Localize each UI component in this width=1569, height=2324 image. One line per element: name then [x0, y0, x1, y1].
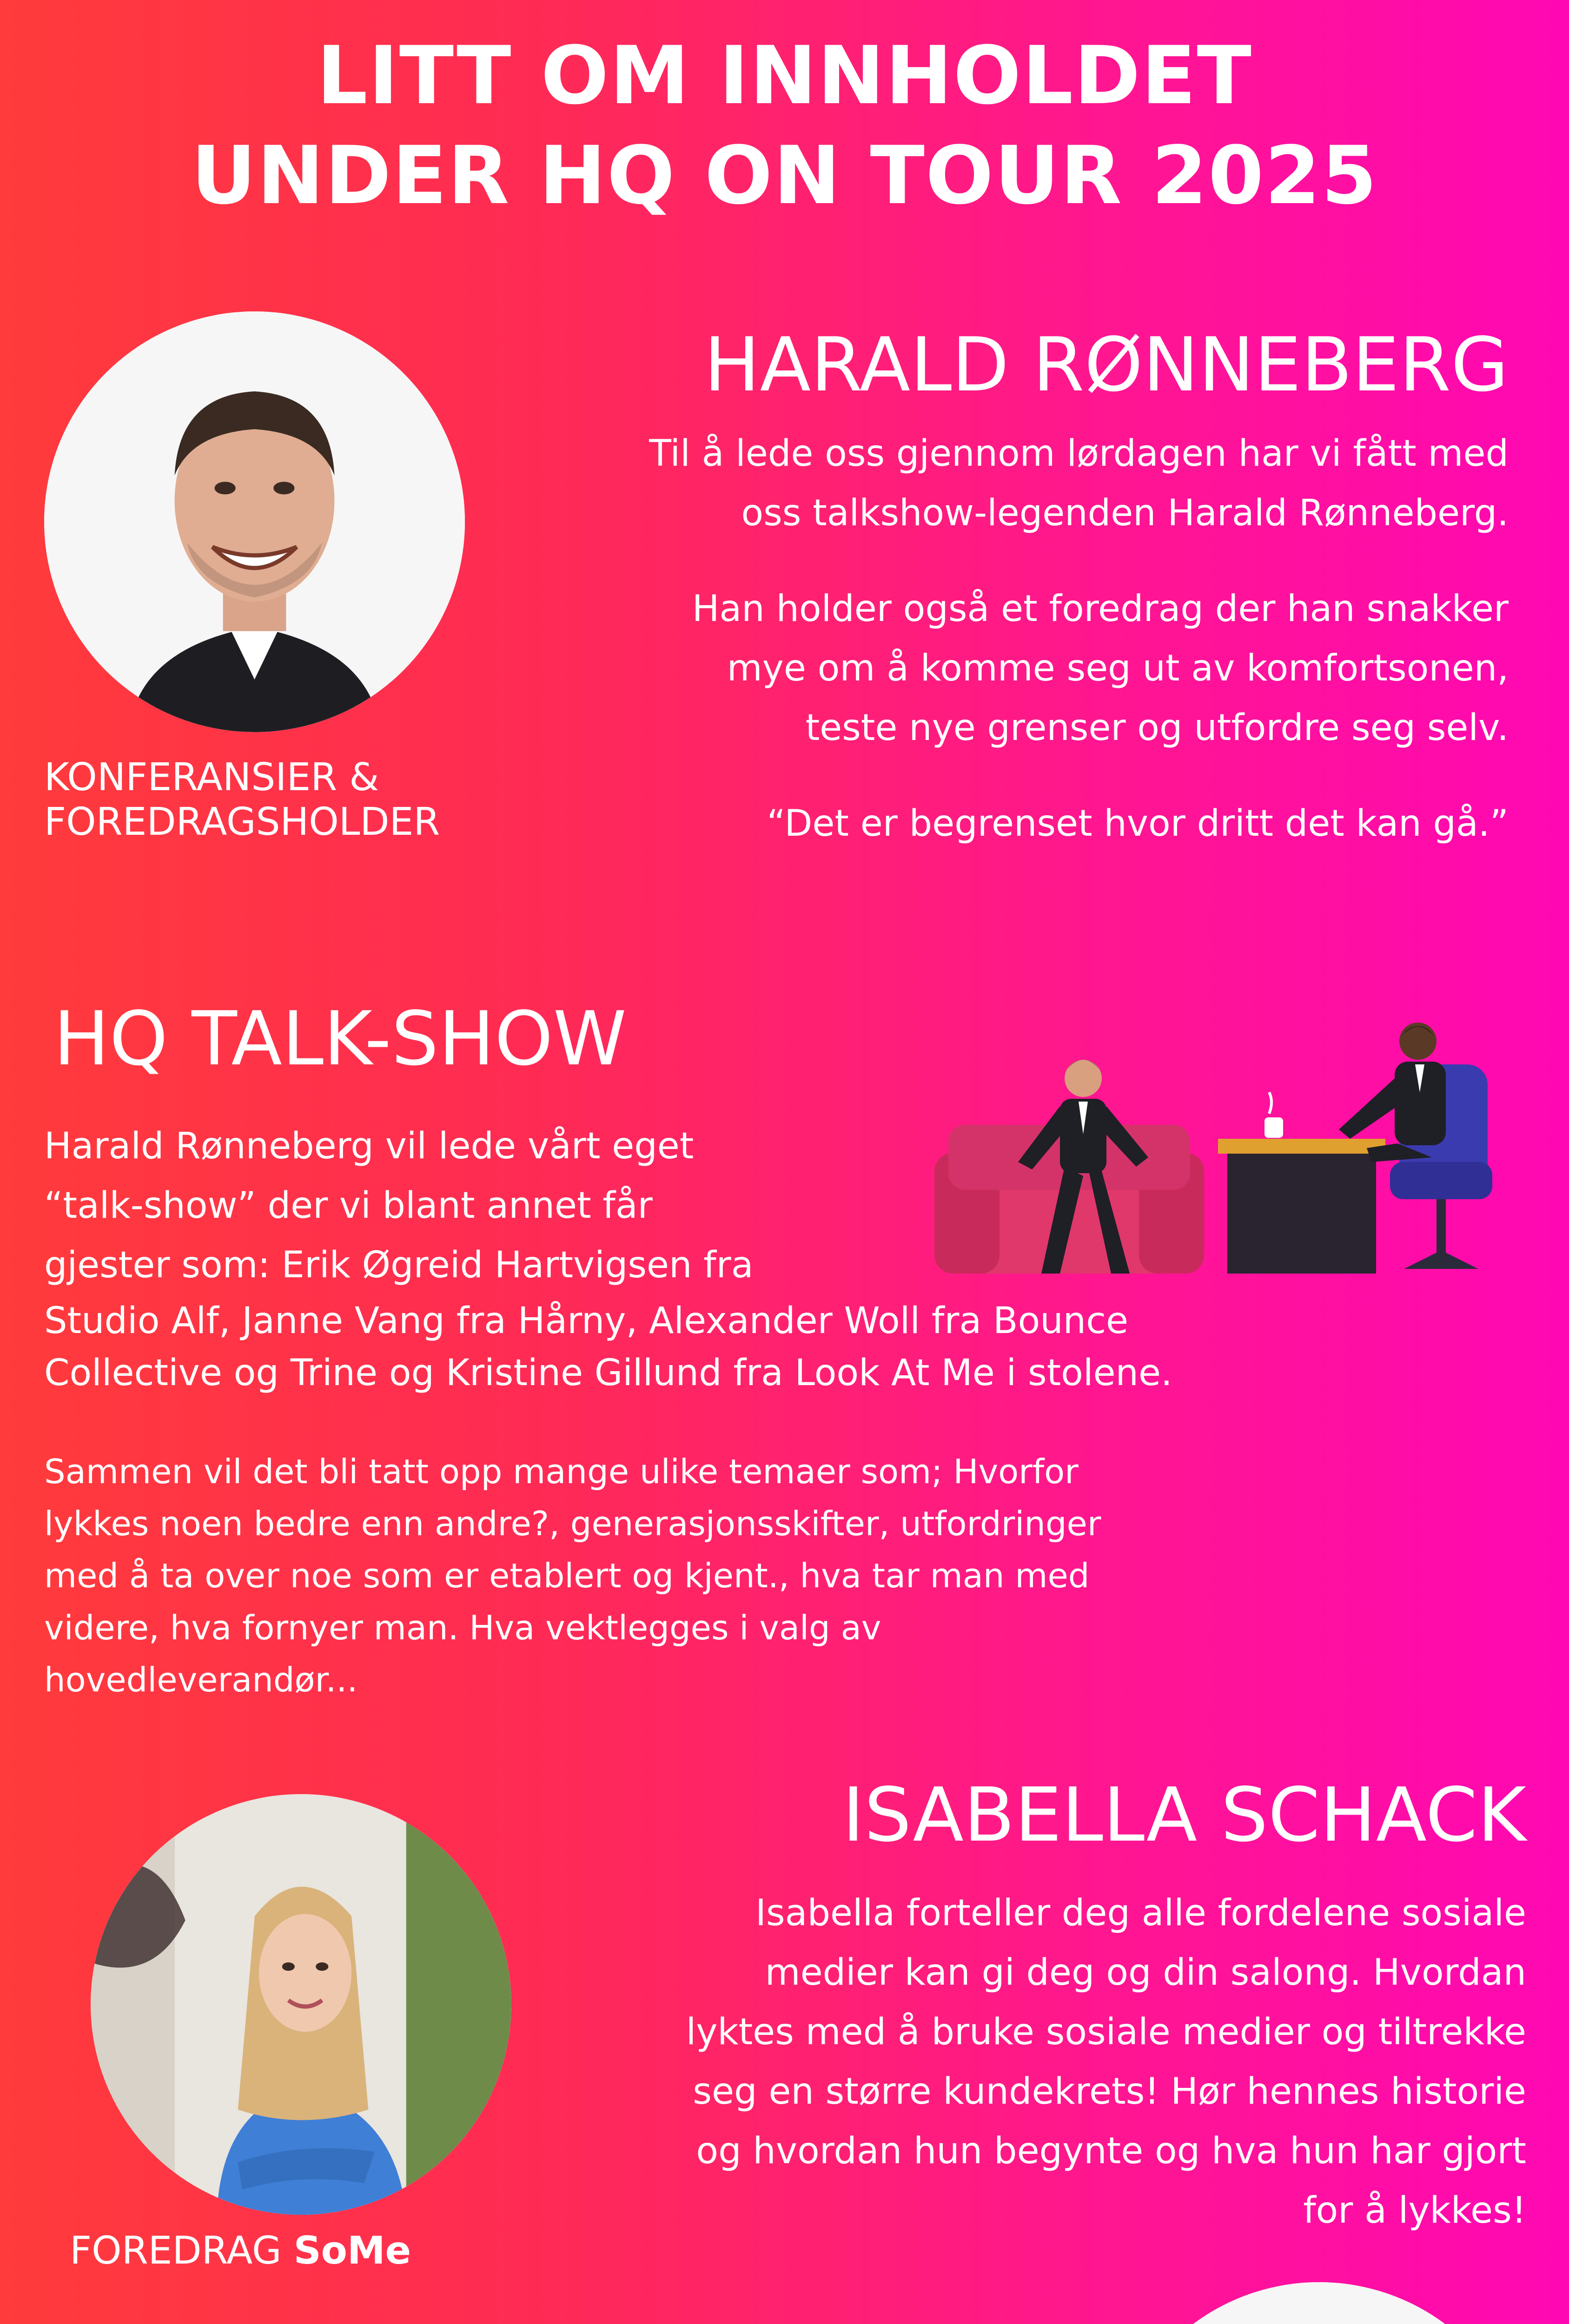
- talkshow-text-line: gjester som: Erik Øgreid Hartvigsen fra: [44, 1244, 754, 1286]
- harald-role-line-2: FOREDRAGSHOLDER: [44, 800, 440, 844]
- page-title: [0, 26, 1569, 225]
- talkshow-topics-line: lykkes noen bedre enn andre?, generasjonsskifter, utfordringer: [44, 1504, 1101, 1543]
- talkshow-topics-line: hovedleverandør...: [44, 1660, 358, 1699]
- markus-portrait: [1109, 2282, 1529, 2324]
- talkshow-text-line: Collective og Trine og Kristine Gillund fra Look At Me i stolene.: [44, 1352, 1172, 1394]
- isabella-role-prefix: FOREDRAG: [70, 2229, 294, 2273]
- harald-description: [439, 424, 1509, 853]
- harald-quote: “Det er begrenset hvor dritt det kan gå.”: [767, 803, 1509, 845]
- talkshow-topics-line: Sammen vil det bli tatt opp mange ulike temaer som; Hvorfor: [44, 1452, 1079, 1491]
- isabella-name: ISABELLA SCHACK: [842, 1771, 1526, 1858]
- isabella-role: [70, 2229, 411, 2273]
- isabella-text-line: for å lykkes!: [1303, 2190, 1526, 2232]
- isabella-text-line: lyktes med å bruke sosiale medier og tiltrekke: [686, 2011, 1526, 2053]
- isabella-role-bold: SoMe: [293, 2229, 411, 2273]
- isabella-text-line: og hvordan hun begynte og hva hun har gjort: [696, 2130, 1526, 2172]
- harald-text-line: [439, 758, 1509, 794]
- talkshow-description: [44, 1116, 1439, 1399]
- isabella-portrait: [91, 1794, 511, 2215]
- talkshow-topics-line: videre, hva fornyer man. Hva vektlegges i valg av: [44, 1608, 881, 1647]
- page-title-line-2: UNDER HQ ON TOUR 2025: [191, 129, 1378, 222]
- talkshow-heading: HQ TALK-SHOW: [53, 995, 627, 1082]
- harald-text-line: oss talkshow-legenden Harald Rønneberg.: [741, 492, 1509, 534]
- talkshow-text-line: Harald Rønneberg vil lede vårt eget: [44, 1125, 694, 1167]
- harald-text-line: Til å lede oss gjennom lørdagen har vi fått med: [649, 433, 1509, 475]
- page-title-line-1: LITT OM INNHOLDET: [317, 29, 1252, 122]
- talkshow-topics-line: med å ta over noe som er etablert og kjent., hva tar man med: [44, 1556, 1090, 1595]
- isabella-text-line: Isabella forteller deg alle fordelene sosiale: [755, 1892, 1526, 1934]
- isabella-text-line: seg en større kundekrets! Hør hennes historie: [693, 2071, 1526, 2113]
- talkshow-topics: [44, 1446, 1532, 1706]
- harald-text-line: mye om å komme seg ut av komfortsonen,: [727, 647, 1509, 689]
- harald-portrait-image: [44, 311, 465, 732]
- harald-text-line: Han holder også et foredrag der han snakker: [692, 588, 1509, 630]
- harald-name: HARALD RØNNEBERG: [704, 321, 1509, 408]
- talkshow-text-line: “talk-show” der vi blant annet får: [44, 1185, 653, 1227]
- isabella-portrait-image: [91, 1794, 511, 2215]
- isabella-description: [457, 1883, 1526, 2240]
- harald-role: [44, 755, 440, 845]
- isabella-text-line: medier kan gi deg og din salong. Hvordan: [765, 1952, 1526, 1994]
- talkshow-text-line: Studio Alf, Janne Vang fra Hårny, Alexander Woll fra Bounce: [44, 1300, 1128, 1342]
- harald-portrait: [44, 311, 465, 732]
- harald-text-line: [439, 543, 1509, 579]
- harald-text-line: teste nye grenser og utfordre seg selv.: [805, 707, 1509, 749]
- markus-portrait-image: [1109, 2282, 1529, 2324]
- harald-role-line-1: KONFERANSIER &: [44, 755, 379, 799]
